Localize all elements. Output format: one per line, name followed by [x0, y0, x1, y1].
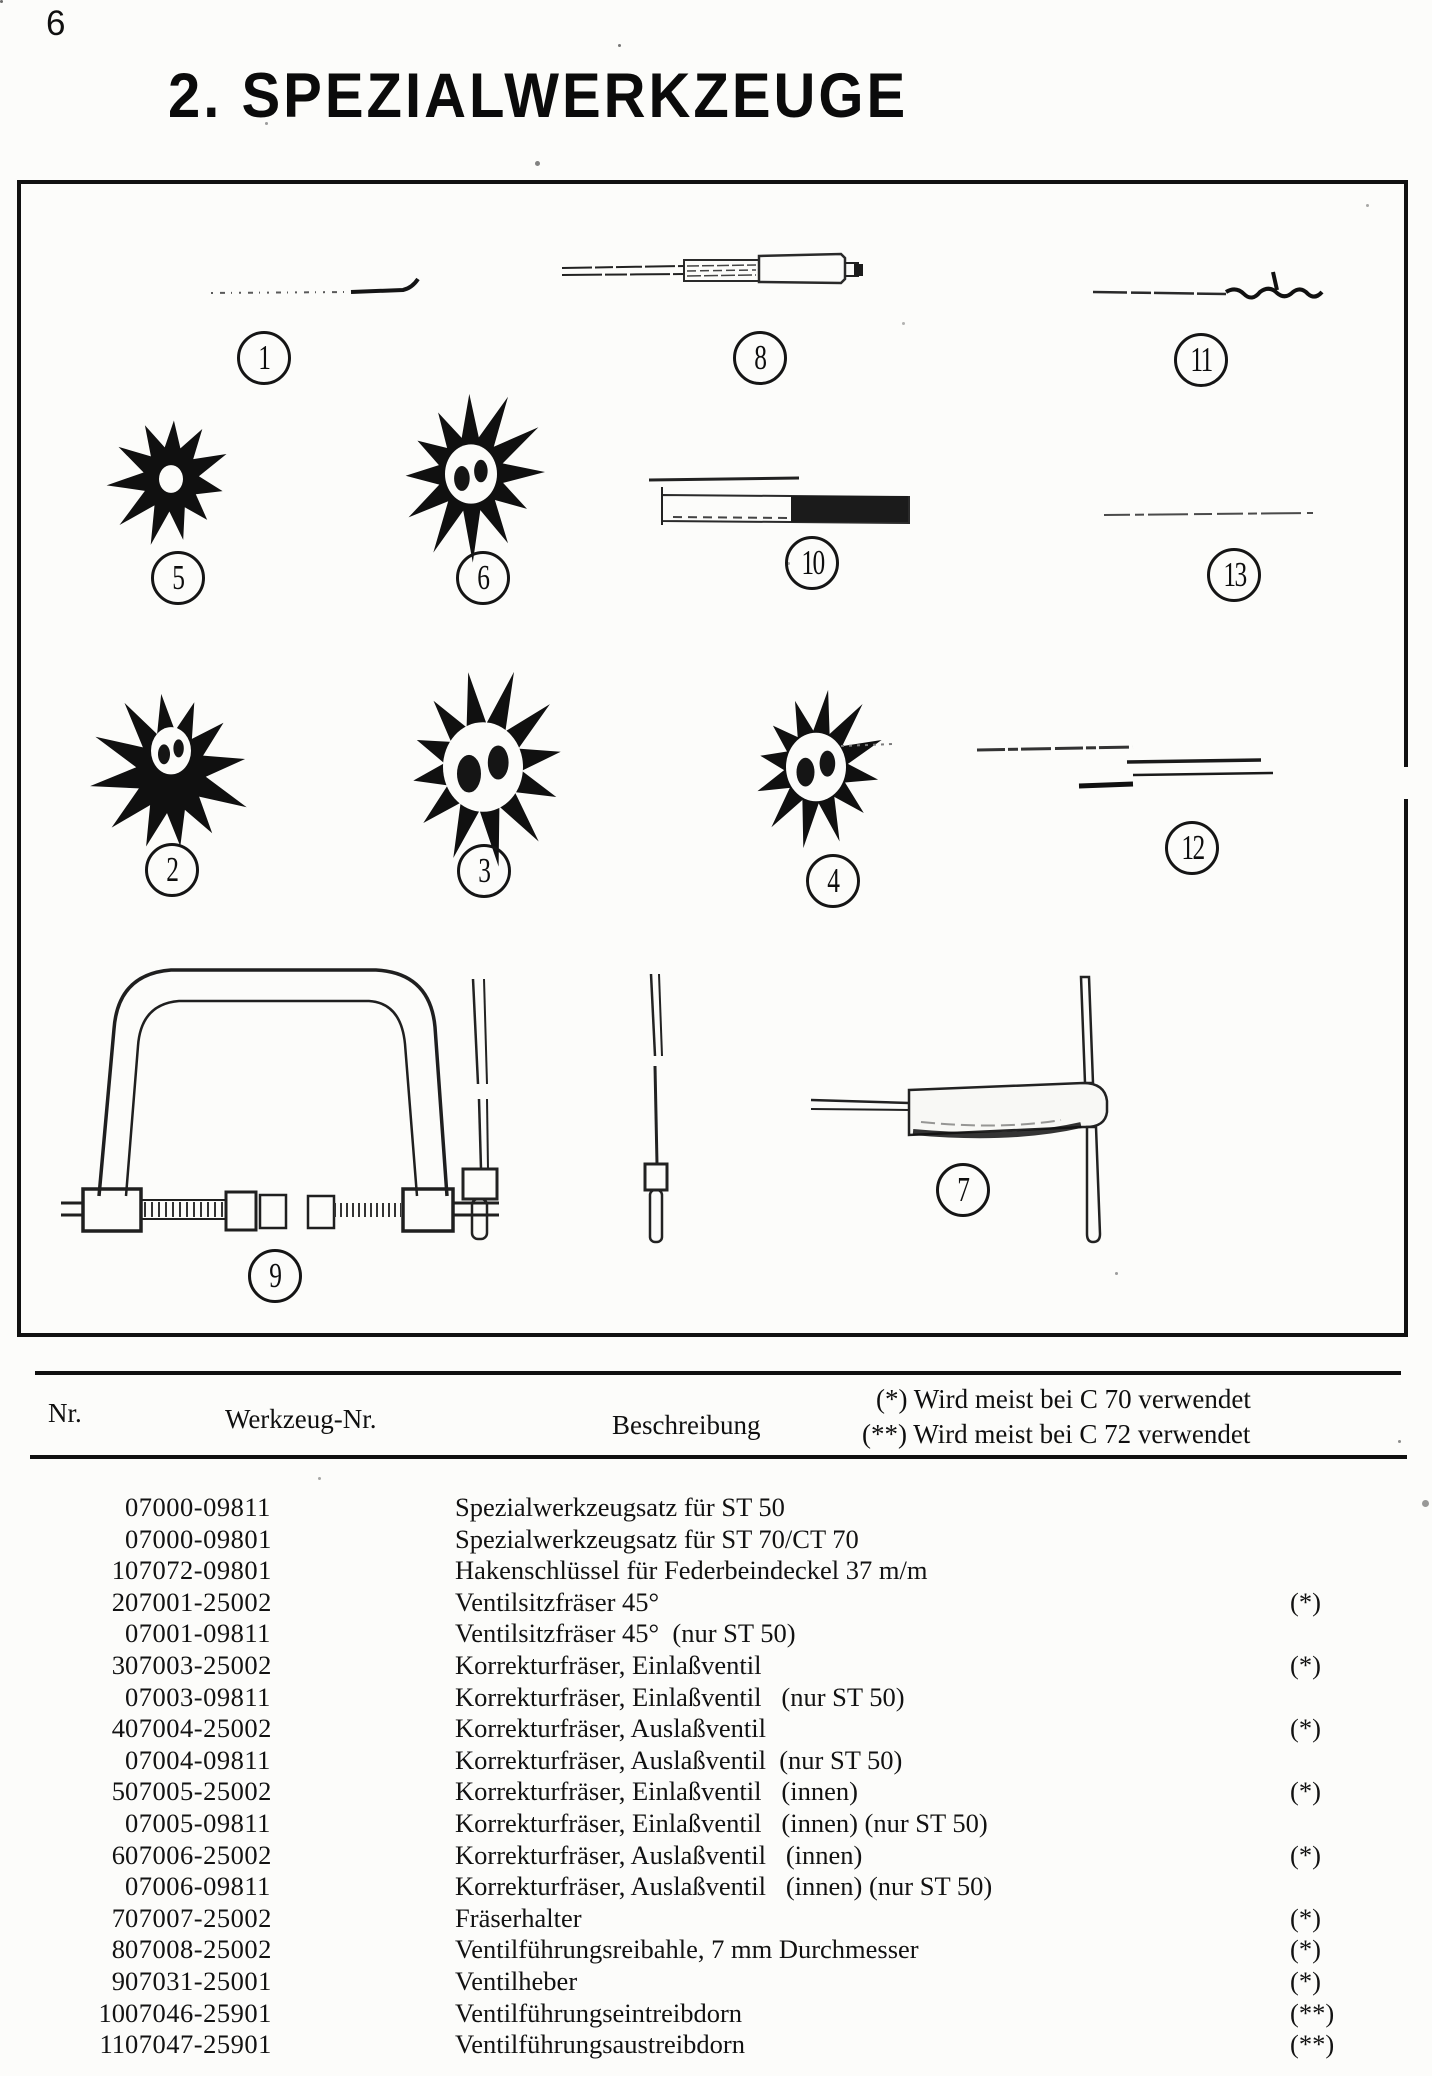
cell-nr	[0, 1618, 125, 1650]
hook-wrench-drawing	[211, 279, 418, 293]
cell-description: Korrekturfräser, Einlaßventil	[455, 1649, 762, 1680]
cell-mark	[1290, 1492, 1432, 1524]
cell-description: Spezialwerkzeugsatz für ST 70/CT 70	[455, 1523, 859, 1554]
pusher-rod-drawing	[463, 979, 497, 1239]
cell-tool-no: 07003-25002	[125, 1649, 272, 1680]
cell-mark: (*)	[1290, 1839, 1321, 1870]
cell-description: Korrekturfräser, Auslaßventil (innen)	[455, 1839, 863, 1870]
cell-nr	[0, 1745, 125, 1777]
cell-tool-no: 07001-25002	[125, 1586, 272, 1617]
table-row	[0, 1650, 1432, 1682]
cell-mark	[1290, 1808, 1432, 1840]
cell-nr: 4	[111, 1713, 125, 1744]
table-row	[0, 1745, 1432, 1777]
drive-in-drift-10-drawing	[649, 478, 909, 525]
cell-description: Ventilsitzfräser 45°	[455, 1586, 660, 1617]
cell-nr: 8	[111, 1934, 125, 1965]
cutter-2-drawing	[90, 694, 247, 847]
cell-mark	[1290, 1555, 1432, 1587]
cell-nr	[0, 1808, 125, 1840]
table-row	[0, 1776, 1432, 1808]
table-row	[0, 1492, 1432, 1524]
cell-description: Korrekturfräser, Auslaßventil (innen) (nur ST 50)	[455, 1871, 993, 1902]
table-row	[0, 2029, 1432, 2061]
table-header-rule	[30, 1455, 1407, 1459]
cell-description: Korrekturfräser, Auslaßventil (nur ST 50)	[455, 1744, 903, 1775]
figure-callout-3: 3	[457, 844, 511, 898]
cutter-6-drawing	[406, 394, 545, 563]
scan-speckles	[0, 0, 3, 3]
cell-nr: 7	[111, 1902, 125, 1933]
cell-tool-no: 07005-25002	[125, 1776, 272, 1807]
legend-line-c72: (**) Wird meist bei C 72 verwendet	[862, 1419, 1251, 1449]
drift-set-12-drawing	[841, 744, 1273, 786]
cell-mark: (*)	[1290, 1934, 1321, 1965]
figure-callout-6: 6	[456, 551, 510, 605]
cell-tool-no: 07001-09811	[125, 1618, 271, 1649]
cell-mark: (*)	[1290, 1776, 1321, 1807]
cell-nr: 3	[111, 1649, 125, 1680]
table-row	[0, 1808, 1432, 1840]
cell-nr: 9	[111, 1965, 125, 1996]
cell-description: Korrekturfräser, Auslaßventil	[455, 1713, 766, 1744]
cell-mark	[1290, 1745, 1432, 1777]
cell-tool-no: 07046-25901	[125, 1997, 272, 2028]
table-row	[0, 1618, 1432, 1650]
figure-callout-1: 1	[237, 331, 291, 385]
cell-tool-no: 07000-09801	[125, 1523, 272, 1554]
table-row	[0, 1998, 1432, 2030]
page-number: 6	[46, 4, 66, 43]
figure-callout-12: 12	[1165, 821, 1219, 875]
column-header-tool-number: Werkzeug-Nr.	[225, 1404, 377, 1434]
cell-tool-no: 07004-25002	[125, 1713, 272, 1744]
cell-description: Ventilheber	[455, 1965, 578, 1996]
legend-line-c70: (*) Wird meist bei C 70 verwendet	[876, 1384, 1251, 1414]
valve-lifter-drawing	[61, 970, 499, 1231]
cell-tool-no: 07006-09811	[125, 1871, 271, 1902]
cell-description: Ventilführungseintreibdorn	[455, 1997, 743, 2028]
cell-mark: (*)	[1290, 1902, 1321, 1933]
cell-nr: 2	[111, 1586, 125, 1617]
figure-callout-2: 2	[145, 843, 199, 897]
cell-tool-no: 07005-09811	[125, 1807, 271, 1838]
cell-nr: 11	[99, 2029, 125, 2060]
figure-callout-10: 10	[785, 536, 839, 590]
cell-nr	[0, 1871, 125, 1903]
figure-callout-4: 4	[806, 854, 860, 908]
valve-guide-reamer-drawing	[562, 254, 863, 283]
page-title: 2. SPEZIALWERKZEUGE	[168, 61, 909, 132]
cell-description: Korrekturfräser, Einlaßventil (nur ST 50)	[455, 1681, 905, 1712]
cell-description: Spezialwerkzeugsatz für ST 50	[455, 1492, 785, 1522]
cell-nr	[0, 1682, 125, 1714]
table-row	[0, 1682, 1432, 1714]
thin-drift-13-drawing	[1104, 513, 1313, 515]
cell-tool-no: 07004-09811	[125, 1744, 271, 1775]
cell-description: Ventilführungsaustreibdorn	[455, 2029, 745, 2060]
cell-mark: (*)	[1290, 1965, 1321, 1996]
usage-legend	[862, 1382, 1362, 1452]
cell-nr: 6	[111, 1839, 125, 1870]
figure-callout-8: 8	[733, 331, 787, 385]
cell-nr: 5	[111, 1776, 125, 1807]
cell-mark: (*)	[1290, 1586, 1321, 1617]
cell-tool-no: 07072-09801	[125, 1555, 272, 1586]
table-row	[0, 1587, 1432, 1619]
cutter-4-drawing	[758, 690, 882, 848]
figure-callout-13: 13	[1207, 548, 1261, 602]
cell-mark: (*)	[1290, 1649, 1321, 1680]
figure-callout-7: 7	[936, 1163, 990, 1217]
drive-out-drift-11-drawing	[1093, 272, 1322, 298]
figure-callout-9: 9	[248, 1249, 302, 1303]
figure-callout-11: 11	[1174, 333, 1228, 387]
cutter-5-drawing	[107, 421, 227, 545]
cell-description: Ventilführungsreibahle, 7 mm Durchmesser	[455, 1934, 919, 1965]
table-row	[0, 1524, 1432, 1556]
special-tools-figure	[17, 180, 1408, 1337]
cell-description: Ventilsitzfräser 45° (nur ST 50)	[455, 1618, 796, 1649]
cell-tool-no: 07006-25002	[125, 1839, 272, 1870]
table-row	[0, 1903, 1432, 1935]
cell-mark: (**)	[1290, 2029, 1335, 2060]
table-row	[0, 1555, 1432, 1587]
cutter-3-drawing	[413, 672, 560, 867]
cell-tool-no: 07003-09811	[125, 1681, 271, 1712]
drift-rod-drawing	[645, 974, 667, 1242]
tools-table	[0, 1492, 1432, 2061]
cell-description: Korrekturfräser, Einlaßventil (innen) (nur ST 50)	[455, 1807, 988, 1838]
cell-mark	[1290, 1682, 1432, 1714]
cell-nr: 10	[98, 1997, 125, 2028]
scan-border-gap	[1404, 767, 1408, 799]
table-top-rule	[35, 1371, 1401, 1375]
cell-tool-no: 07000-09811	[125, 1492, 271, 1522]
cell-description: Fräserhalter	[455, 1902, 582, 1933]
cell-mark: (**)	[1290, 1997, 1335, 2028]
table-row	[0, 1840, 1432, 1872]
cell-mark	[1290, 1524, 1432, 1556]
table-row	[0, 1871, 1432, 1903]
cell-tool-no: 07047-25901	[125, 2029, 272, 2060]
cell-tool-no: 07008-25002	[125, 1934, 272, 1965]
cell-description: Hakenschlüssel für Federbeindeckel 37 m/m	[455, 1555, 928, 1586]
cell-mark: (*)	[1290, 1713, 1321, 1744]
cell-mark	[1290, 1871, 1432, 1903]
table-row	[0, 1934, 1432, 1966]
table-row	[0, 1966, 1432, 1998]
column-header-description: Beschreibung	[612, 1410, 761, 1440]
cell-nr	[0, 1524, 125, 1556]
cell-tool-no: 07031-25001	[125, 1965, 272, 1996]
cell-nr: 1	[111, 1555, 125, 1586]
cell-nr	[0, 1492, 125, 1524]
tools-table-body	[0, 1492, 1432, 2061]
figure-callout-5: 5	[151, 551, 205, 605]
column-header-nr: Nr.	[48, 1398, 82, 1428]
cell-tool-no: 07007-25002	[125, 1902, 272, 1933]
cell-mark	[1290, 1618, 1432, 1650]
cell-description: Korrekturfräser, Einlaßventil (innen)	[455, 1776, 858, 1807]
table-row	[0, 1713, 1432, 1745]
